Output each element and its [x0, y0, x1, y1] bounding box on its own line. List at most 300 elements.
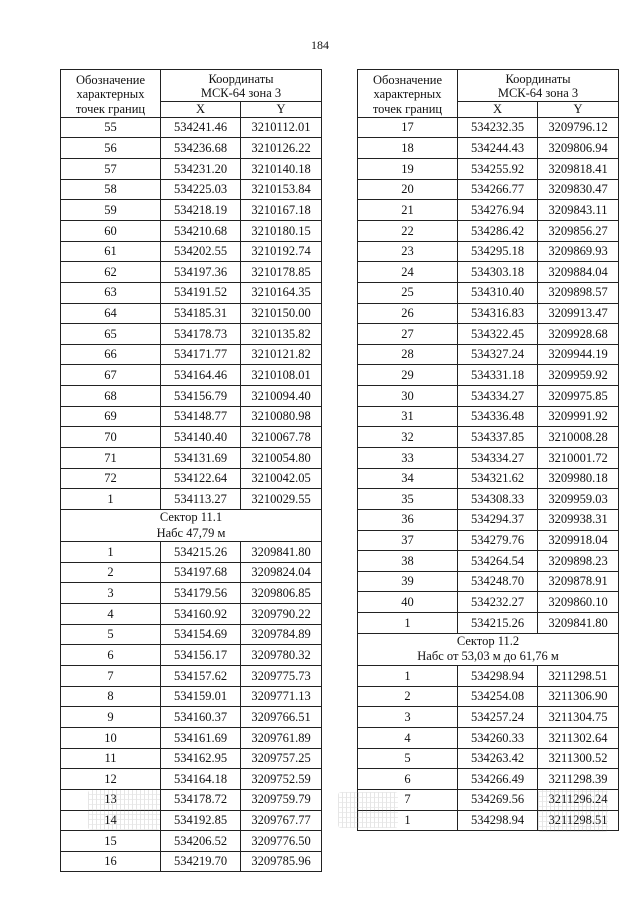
coordinate-y: 3211302.64: [538, 727, 619, 748]
coordinate-x: 534206.52: [161, 831, 241, 852]
coordinate-x: 534171.77: [161, 344, 241, 365]
point-number: 2: [61, 562, 161, 583]
point-number: 11: [61, 748, 161, 769]
point-number: 31: [358, 406, 458, 427]
coordinate-x: 534161.69: [161, 727, 241, 748]
coordinate-y: 3210067.78: [241, 427, 322, 448]
table-row: [61, 831, 322, 852]
coordinate-x: 534279.76: [458, 530, 538, 551]
coordinate-y: 3209752.59: [241, 769, 322, 790]
coordinate-y: 3209913.47: [538, 303, 619, 324]
table-row: [61, 200, 322, 221]
coordinate-y: 3210029.55: [241, 489, 322, 510]
point-number: 27: [358, 324, 458, 345]
table-row: [61, 542, 322, 563]
coordinate-y: 3209830.47: [538, 179, 619, 200]
coordinate-y: 3209757.25: [241, 748, 322, 769]
header-coordinates: [458, 70, 619, 102]
table-header: [358, 70, 619, 118]
table-row: [358, 686, 619, 707]
coordinate-y: 3209928.68: [538, 324, 619, 345]
table-row: [61, 303, 322, 324]
table-row: [358, 117, 619, 138]
section-heading: [61, 509, 322, 541]
coordinate-y: 3210153.84: [241, 179, 322, 200]
point-number: 7: [61, 666, 161, 687]
coordinate-y: 3210192.74: [241, 241, 322, 262]
coordinate-x: 534231.20: [161, 159, 241, 180]
point-number: 6: [358, 769, 458, 790]
coordinate-x: 534294.37: [458, 509, 538, 530]
table-row: [61, 117, 322, 138]
table-row: [358, 220, 619, 241]
table-row: [358, 344, 619, 365]
point-number: 5: [61, 624, 161, 645]
table-row: [61, 489, 322, 510]
point-number: 4: [61, 604, 161, 625]
point-number: 7: [358, 789, 458, 810]
coordinate-x: 534266.77: [458, 179, 538, 200]
coordinate-x: 534334.27: [458, 448, 538, 469]
point-number: 4: [358, 727, 458, 748]
coordinate-x: 534131.69: [161, 448, 241, 469]
coordinate-x: 534148.77: [161, 406, 241, 427]
coordinate-x: 534159.01: [161, 686, 241, 707]
point-number: 60: [61, 220, 161, 241]
point-number: 18: [358, 138, 458, 159]
coordinate-x: 534321.62: [458, 468, 538, 489]
coordinate-y: 3209759.79: [241, 789, 322, 810]
section-heading-line: Сектор 11.1: [159, 509, 223, 524]
table-row: [358, 707, 619, 728]
table-row: [61, 645, 322, 666]
point-number: 28: [358, 344, 458, 365]
point-number: 1: [358, 666, 458, 687]
coordinate-y: 3210121.82: [241, 344, 322, 365]
point-number: 67: [61, 365, 161, 386]
point-number: 16: [61, 851, 161, 872]
coordinate-y: 3209841.80: [241, 542, 322, 563]
coordinate-x: 534140.40: [161, 427, 241, 448]
table-row: [358, 200, 619, 221]
header-designation-line: точек границ: [372, 101, 443, 116]
coordinate-x: 534178.72: [161, 789, 241, 810]
section-row: [358, 633, 619, 665]
coordinate-y: 3209780.32: [241, 645, 322, 666]
table-row: [61, 365, 322, 386]
coordinate-y: 3210054.80: [241, 448, 322, 469]
coordinate-y: 3210180.15: [241, 220, 322, 241]
coordinate-x: 534308.33: [458, 489, 538, 510]
table-row: [61, 220, 322, 241]
page-number: 184: [311, 38, 329, 52]
coordinate-y: 3209785.96: [241, 851, 322, 872]
coordinate-y: 3209898.57: [538, 282, 619, 303]
table-row: [358, 159, 619, 180]
point-number: 8: [61, 686, 161, 707]
point-number: 34: [358, 468, 458, 489]
scan-artifact: [338, 792, 398, 828]
coordinate-y: 3209860.10: [538, 592, 619, 613]
coordinate-y: 3210167.18: [241, 200, 322, 221]
header-designation-line: точек границ: [75, 101, 146, 116]
coordinate-y: 3211298.51: [538, 666, 619, 687]
coordinate-y: 3211298.39: [538, 769, 619, 790]
coordinate-x: 534337.85: [458, 427, 538, 448]
coordinate-x: 534225.03: [161, 179, 241, 200]
coordinate-y: 3209980.18: [538, 468, 619, 489]
coordinate-x: 534257.24: [458, 707, 538, 728]
coordinate-x: 534232.27: [458, 592, 538, 613]
table-header: [61, 70, 322, 118]
coordinate-y: 3209869.93: [538, 241, 619, 262]
scan-artifact: [538, 790, 608, 832]
coordinate-y: 3210140.18: [241, 159, 322, 180]
point-number: 25: [358, 282, 458, 303]
coordinate-x: 534154.69: [161, 624, 241, 645]
coordinate-y: 3209771.13: [241, 686, 322, 707]
point-number: 14: [61, 810, 161, 831]
coordinate-y: 3210042.05: [241, 468, 322, 489]
header-designation-line: характерных: [373, 87, 442, 102]
coordinate-y: 3209878.91: [538, 571, 619, 592]
coordinate-y: 3210126.22: [241, 138, 322, 159]
point-number: 68: [61, 386, 161, 407]
coordinate-x: 534185.31: [161, 303, 241, 324]
coordinate-x: 534232.35: [458, 117, 538, 138]
coordinate-x: 534178.73: [161, 324, 241, 345]
point-number: 30: [358, 386, 458, 407]
point-number: 58: [61, 179, 161, 200]
coordinate-y: 3209918.04: [538, 530, 619, 551]
coordinate-x: 534122.64: [161, 468, 241, 489]
coordinate-y: 3210094.40: [241, 386, 322, 407]
table-row: [61, 583, 322, 604]
coordinate-x: 534286.42: [458, 220, 538, 241]
point-number: 61: [61, 241, 161, 262]
coordinate-y: 3209975.85: [538, 386, 619, 407]
coordinate-x: 534241.46: [161, 117, 241, 138]
point-number: 72: [61, 468, 161, 489]
coordinate-y: 3210164.35: [241, 282, 322, 303]
coordinate-y: 3209843.11: [538, 200, 619, 221]
table-row: [61, 179, 322, 200]
point-number: 35: [358, 489, 458, 510]
coordinate-x: 534276.94: [458, 200, 538, 221]
point-number: 22: [358, 220, 458, 241]
point-number: 10: [61, 727, 161, 748]
table-row: [358, 509, 619, 530]
table-row: [61, 604, 322, 625]
point-number: 20: [358, 179, 458, 200]
coordinate-x: 534197.36: [161, 262, 241, 283]
coordinate-y: 3210001.72: [538, 448, 619, 469]
header-designation-line: Обозначение: [372, 72, 443, 87]
table-row: [61, 386, 322, 407]
coordinate-y: 3209898.23: [538, 551, 619, 572]
coordinate-y: 3209818.41: [538, 159, 619, 180]
coordinate-y: 3209796.12: [538, 117, 619, 138]
coordinate-y: 3210150.00: [241, 303, 322, 324]
table-row: [61, 448, 322, 469]
coordinate-y: 3209761.89: [241, 727, 322, 748]
header-y: Y: [538, 101, 619, 117]
coordinate-x: 534254.08: [458, 686, 538, 707]
point-number: 37: [358, 530, 458, 551]
point-number: 63: [61, 282, 161, 303]
table-row: [358, 406, 619, 427]
coordinate-x: 534162.95: [161, 748, 241, 769]
table-row: [61, 282, 322, 303]
coordinate-y: 3209884.04: [538, 262, 619, 283]
coordinate-x: 534156.79: [161, 386, 241, 407]
coordinate-x: 534164.46: [161, 365, 241, 386]
coordinate-y: 3209784.89: [241, 624, 322, 645]
coordinate-x: 534236.68: [161, 138, 241, 159]
coordinate-y: 3209790.22: [241, 604, 322, 625]
table-row: [61, 686, 322, 707]
table-row: [358, 613, 619, 634]
point-number: 19: [358, 159, 458, 180]
table-row: [358, 365, 619, 386]
coordinate-x: 534202.55: [161, 241, 241, 262]
header-coordinates-line: МСК-64 зона 3: [200, 86, 282, 101]
section-heading-line: Сектор 11.2: [456, 633, 520, 648]
coordinate-y: 3211298.51: [538, 810, 619, 831]
header-designation: [358, 70, 458, 118]
table-row: [358, 448, 619, 469]
coordinate-x: 534215.26: [161, 542, 241, 563]
coordinate-y: 3209991.92: [538, 406, 619, 427]
coordinate-y: 3209806.94: [538, 138, 619, 159]
point-number: 56: [61, 138, 161, 159]
table-row: [61, 406, 322, 427]
table-row: [358, 530, 619, 551]
header-y: Y: [241, 101, 322, 117]
coordinate-y: 3210108.01: [241, 365, 322, 386]
coordinates-table-right: [357, 69, 619, 831]
coordinate-y: 3210112.01: [241, 117, 322, 138]
coordinate-x: 534244.43: [458, 138, 538, 159]
header-x: X: [458, 101, 538, 117]
coordinate-x: 534310.40: [458, 282, 538, 303]
coordinate-y: 3209767.77: [241, 810, 322, 831]
coordinate-y: 3211296.24: [538, 789, 619, 810]
table-row: [61, 666, 322, 687]
coordinate-x: 534219.70: [161, 851, 241, 872]
table-row: [61, 748, 322, 769]
table-row: [358, 138, 619, 159]
table-row: [61, 624, 322, 645]
coordinate-x: 534266.49: [458, 769, 538, 790]
point-number: 33: [358, 448, 458, 469]
coordinate-x: 534295.18: [458, 241, 538, 262]
coordinate-y: 3209959.92: [538, 365, 619, 386]
coordinate-x: 534210.68: [161, 220, 241, 241]
point-number: 32: [358, 427, 458, 448]
coordinate-x: 534215.26: [458, 613, 538, 634]
section-heading: [358, 633, 619, 665]
table-row: [358, 303, 619, 324]
table-row: [61, 468, 322, 489]
coordinate-x: 534316.83: [458, 303, 538, 324]
point-number: 55: [61, 117, 161, 138]
point-number: 15: [61, 831, 161, 852]
coordinate-y: 3209959.03: [538, 489, 619, 510]
coordinate-x: 534197.68: [161, 562, 241, 583]
point-number: 13: [61, 789, 161, 810]
table-row: [358, 551, 619, 572]
coordinate-x: 534164.18: [161, 769, 241, 790]
point-number: 38: [358, 551, 458, 572]
point-number: 9: [61, 707, 161, 728]
table-row: [358, 324, 619, 345]
point-number: 3: [358, 707, 458, 728]
table-row: [61, 727, 322, 748]
table-row: [61, 427, 322, 448]
point-number: 24: [358, 262, 458, 283]
header-coordinates-line: МСК-64 зона 3: [497, 86, 579, 101]
coordinate-x: 534269.56: [458, 789, 538, 810]
header-designation: [61, 70, 161, 118]
coordinate-x: 534160.37: [161, 707, 241, 728]
header-coordinates: [161, 70, 322, 102]
section-heading-line: Набс 47,79 м: [156, 525, 226, 540]
header-designation-line: Обозначение: [75, 72, 146, 87]
point-number: 23: [358, 241, 458, 262]
point-number: 2: [358, 686, 458, 707]
point-number: 1: [358, 613, 458, 634]
table-row: [358, 727, 619, 748]
point-number: 62: [61, 262, 161, 283]
point-number: 66: [61, 344, 161, 365]
table-row: [358, 489, 619, 510]
point-number: 1: [61, 542, 161, 563]
coordinate-x: 534113.27: [161, 489, 241, 510]
header-designation-line: характерных: [76, 87, 145, 102]
coordinate-x: 534303.18: [458, 262, 538, 283]
point-number: 1: [358, 810, 458, 831]
point-number: 21: [358, 200, 458, 221]
coordinate-y: 3209841.80: [538, 613, 619, 634]
point-number: 1: [61, 489, 161, 510]
table-row: [61, 241, 322, 262]
coordinates-table-left: [60, 69, 322, 872]
table-body: [61, 117, 322, 872]
coordinate-x: 534260.33: [458, 727, 538, 748]
coordinate-y: 3209776.50: [241, 831, 322, 852]
table-row: [61, 769, 322, 790]
section-row: [61, 509, 322, 541]
table-row: [358, 282, 619, 303]
coordinate-x: 534156.17: [161, 645, 241, 666]
coordinate-y: 3211306.90: [538, 686, 619, 707]
table-row: [61, 707, 322, 728]
coordinate-y: 3211304.75: [538, 707, 619, 728]
table-row: [61, 138, 322, 159]
table-row: [358, 262, 619, 283]
table-row: [358, 769, 619, 790]
coordinate-x: 534298.94: [458, 666, 538, 687]
point-number: 12: [61, 769, 161, 790]
scan-artifact: [88, 790, 160, 830]
coordinate-x: 534298.94: [458, 810, 538, 831]
point-number: 59: [61, 200, 161, 221]
coordinate-y: 3209766.51: [241, 707, 322, 728]
coordinate-x: 534160.92: [161, 604, 241, 625]
header-coordinates-line: Координаты: [505, 72, 571, 86]
table-row: [61, 851, 322, 872]
coordinate-y: 3210008.28: [538, 427, 619, 448]
table-body: [358, 117, 619, 830]
coordinate-x: 534327.24: [458, 344, 538, 365]
point-number: 3: [61, 583, 161, 604]
table-row: [61, 262, 322, 283]
coordinate-y: 3210080.98: [241, 406, 322, 427]
table-row: [358, 241, 619, 262]
coordinate-y: 3209806.85: [241, 583, 322, 604]
coordinate-x: 534191.52: [161, 282, 241, 303]
table-row: [358, 386, 619, 407]
point-number: 70: [61, 427, 161, 448]
table-row: [358, 468, 619, 489]
coordinate-x: 534331.18: [458, 365, 538, 386]
point-number: 6: [61, 645, 161, 666]
table-row: [358, 571, 619, 592]
header-row: [358, 70, 619, 102]
table-row: [61, 324, 322, 345]
coordinate-y: 3209824.04: [241, 562, 322, 583]
table-row: [61, 562, 322, 583]
section-heading-line: Набс от 53,03 м до 61,76 м: [417, 649, 559, 664]
point-number: 71: [61, 448, 161, 469]
coordinate-y: 3211300.52: [538, 748, 619, 769]
table-row: [358, 748, 619, 769]
coordinate-x: 534192.85: [161, 810, 241, 831]
coordinate-y: 3209856.27: [538, 220, 619, 241]
point-number: 64: [61, 303, 161, 324]
coordinate-x: 534255.92: [458, 159, 538, 180]
coordinate-y: 3210178.85: [241, 262, 322, 283]
header-row: [61, 70, 322, 102]
point-number: 36: [358, 509, 458, 530]
table-row: [61, 344, 322, 365]
table-row: [358, 592, 619, 613]
header-x: X: [161, 101, 241, 117]
coordinate-y: 3210135.82: [241, 324, 322, 345]
coordinate-x: 534157.62: [161, 666, 241, 687]
coordinate-x: 534179.56: [161, 583, 241, 604]
coordinate-x: 534322.45: [458, 324, 538, 345]
coordinate-x: 534336.48: [458, 406, 538, 427]
point-number: 39: [358, 571, 458, 592]
point-number: 26: [358, 303, 458, 324]
point-number: 65: [61, 324, 161, 345]
table-row: [61, 159, 322, 180]
point-number: 17: [358, 117, 458, 138]
table-row: [358, 666, 619, 687]
coordinate-x: 534264.54: [458, 551, 538, 572]
table-row: [358, 179, 619, 200]
point-number: 5: [358, 748, 458, 769]
coordinate-y: 3209944.19: [538, 344, 619, 365]
coordinate-y: 3209938.31: [538, 509, 619, 530]
header-coordinates-line: Координаты: [208, 72, 274, 86]
coordinate-x: 534334.27: [458, 386, 538, 407]
table-row: [358, 427, 619, 448]
coordinate-x: 534263.42: [458, 748, 538, 769]
coordinate-x: 534218.19: [161, 200, 241, 221]
